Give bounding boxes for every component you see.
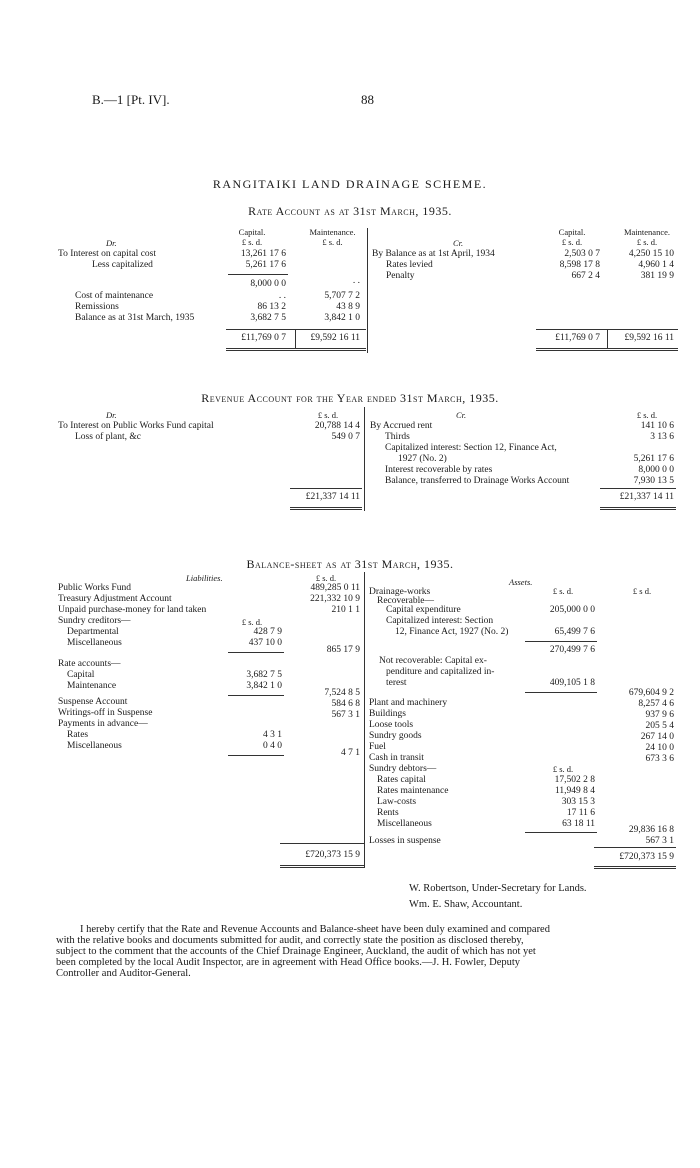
liability-sub-amount: 437 10 0 (248, 638, 282, 648)
rate-left-row-maint: 5,707 7 2 (324, 291, 360, 301)
liability-label: Miscellaneous (67, 638, 122, 648)
revenue-right-total-double-rule (600, 507, 676, 510)
liability-label: Treasury Adjustment Account (58, 594, 172, 604)
rate-right-total-capital: £11,769 0 7 (555, 333, 600, 343)
revenue-right-row-label: Interest recoverable by rates (385, 465, 493, 475)
rate-left-row-label: Remissions (75, 302, 119, 312)
certificate-line: I hereby certify that the Rate and Revenue Accounts and Balance-sheet have been duly examined and compared (80, 924, 550, 935)
rate-right-capital-header: Capital. (558, 227, 586, 237)
asset-label: Recoverable— (377, 596, 434, 606)
liabilities-label: Liabilities. (186, 573, 223, 583)
asset-label: terest (386, 678, 407, 688)
rate-right-total-double-rule (536, 348, 678, 351)
revenue-right-row-amount: 3 13 6 (650, 432, 674, 442)
liability-label: Maintenance (67, 681, 117, 691)
signature-accountant: Wm. E. Shaw, Accountant. (409, 899, 523, 910)
assets-total-double-rule (594, 866, 676, 869)
rate-right-row-capital: 8,598 17 8 (559, 260, 600, 270)
revenue-cr-label: Cr. (456, 410, 467, 420)
rate-right-col-divider (607, 330, 608, 348)
rate-left-row-capital: 13,261 17 6 (240, 249, 286, 259)
assets-total-rule (594, 847, 676, 848)
rate-left-capital-header: Capital. (238, 227, 266, 237)
liability-sub-rule (228, 695, 284, 696)
asset-label: Capital expenditure (386, 605, 461, 615)
liability-label: Rates (67, 730, 89, 740)
liabilities-total-rule (280, 843, 364, 844)
revenue-left-total-rule (290, 488, 362, 489)
liability-sub-amount: 4 3 1 (263, 730, 282, 740)
rate-right-maint-header: Maintenance. (623, 227, 671, 237)
rate-left-total-capital: £11,769 0 7 (241, 333, 286, 343)
liabilities-total: £720,373 15 9 (305, 850, 360, 860)
revenue-right-row-amount: 141 10 6 (640, 421, 674, 431)
revenue-right-row-amount: 7,930 13 5 (633, 476, 674, 486)
rate-left-maint-lsd: £ s. d. (322, 237, 343, 247)
asset-label: Loose tools (369, 720, 414, 730)
rate-right-row-label: Rates levied (386, 260, 433, 270)
asset-label: Sundry debtors— (369, 764, 437, 774)
liability-amount: 4 7 1 (341, 748, 360, 758)
rate-left-row-capital: 5,261 17 6 (245, 260, 286, 270)
rate-left-row-label: Less capitalized (92, 260, 153, 270)
liability-sub-amount: 3,842 1 0 (246, 681, 282, 691)
rate-right-row-capital: 667 2 4 (571, 271, 600, 281)
asset-amount: 29,836 16 8 (628, 825, 674, 835)
rate-left-row-label: Cost of maintenance (75, 291, 154, 301)
rate-left-subtotal-rule (228, 274, 288, 275)
assets-label: Assets. (509, 577, 533, 587)
asset-label: Buildings (369, 709, 406, 719)
page-reference: B.—1 [Pt. IV]. (92, 92, 170, 107)
revenue-right-row-label: By Accrued rent (370, 421, 433, 431)
liability-sub-lsd: £ s. d. (241, 617, 263, 627)
asset-amount: 8,257 4 6 (638, 699, 674, 709)
asset-amount: 267 14 0 (640, 732, 674, 742)
asset-label: Capitalized interest: Section (386, 616, 494, 626)
asset-label: 12, Finance Act, 1927 (No. 2) (395, 627, 509, 637)
liability-label: Suspense Account (58, 697, 128, 707)
rate-right-row-maint: 4,960 1 4 (638, 260, 674, 270)
liability-amount: 489,285 0 11 (310, 583, 360, 593)
liability-sub-amount: 428 7 9 (253, 627, 282, 637)
asset-sub-amount: 17 11 6 (566, 808, 595, 818)
revenue-right-row-label: Thirds (385, 432, 410, 442)
balance-sheet-heading: Balance-sheet as at 31st March, 1935. (246, 557, 454, 571)
revenue-right-row-amount: 5,261 17 6 (633, 454, 674, 464)
asset-label: Losses in suspense (369, 836, 441, 846)
rate-dr-label: Dr. (106, 238, 117, 248)
liability-amount: 584 6 8 (331, 699, 360, 709)
rate-right-total-maint: £9,592 16 11 (624, 333, 674, 343)
rate-left-capital-lsd: £ s. d. (241, 237, 263, 247)
liability-sub-rule (228, 755, 284, 756)
rate-left-row-capital: 3,682 7 5 (250, 313, 286, 323)
liability-label: Rate accounts— (58, 659, 121, 669)
asset-label: Cash in transit (369, 753, 424, 763)
revenue-left-total-double-rule (290, 507, 362, 510)
revenue-left-row-label: To Interest on Public Works Fund capital (58, 421, 214, 431)
asset-label: Sundry goods (369, 731, 422, 741)
revenue-right-total: £21,337 14 11 (619, 492, 674, 502)
liability-label: Miscellaneous (67, 741, 122, 751)
asset-sub-amount: 63 18 11 (562, 819, 595, 829)
revenue-left-row-amount: 20,788 14 4 (314, 421, 360, 431)
liabilities-total-double-rule (280, 865, 364, 868)
asset-sub-amount: 270,499 7 6 (549, 645, 595, 655)
certificate-line: Controller and Auditor-General. (56, 968, 191, 979)
assets-total: £720,373 15 9 (619, 852, 674, 862)
audit-certificate (56, 924, 676, 979)
rate-left-row-capital: 86 13 2 (257, 302, 286, 312)
revenue-left-row-amount: 549 0 7 (331, 432, 360, 442)
balance-center-divider (364, 572, 365, 868)
asset-amount: 567 3 1 (645, 836, 674, 846)
liability-amount: 865 17 9 (326, 645, 360, 655)
rate-left-row-label: Balance as at 31st March, 1935 (75, 313, 195, 323)
signature-under-secretary: W. Robertson, Under-Secretary for Lands. (409, 883, 587, 894)
certificate-line: with the relative books and documents submitted for audit, and correctly state the position as disclosed thereby, (56, 935, 524, 946)
asset-sub-rule (525, 641, 597, 642)
rate-cr-label: Cr. (453, 238, 464, 248)
asset-label: Plant and machinery (369, 698, 448, 708)
rate-right-row-maint: 4,250 15 10 (628, 249, 674, 259)
revenue-right-row-label: Capitalized interest: Section 12, Finance Act, (385, 443, 557, 453)
asset-label: penditure and capitalized in- (386, 667, 495, 677)
liability-amount: 567 3 1 (331, 710, 360, 720)
rate-right-row-maint: 381 19 9 (640, 271, 674, 281)
rate-right-row-label: By Balance as at 1st April, 1934 (372, 249, 495, 259)
asset-label: Not recoverable: Capital ex- (379, 656, 487, 666)
asset-label: Drainage-works (369, 587, 431, 597)
liability-sub-rule (228, 652, 284, 653)
rate-right-row-capital: 2,503 0 7 (564, 249, 600, 259)
rate-left-row-label: To Interest on capital cost (58, 249, 156, 259)
rate-right-maint-lsd: £ s. d. (636, 237, 658, 247)
rate-left-row-maint: 3,842 1 0 (324, 313, 360, 323)
revenue-account-heading: Revenue Account for the Year ended 31st March, 1935. (201, 391, 499, 405)
asset-amount: 679,604 9 2 (628, 688, 674, 698)
asset-sub-rule (525, 692, 597, 693)
asset-label: Rates maintenance (377, 786, 449, 796)
asset-label: Rates capital (377, 775, 426, 785)
rate-left-total-rule (226, 329, 366, 330)
liability-sub-amount: 3,682 7 5 (246, 670, 282, 680)
asset-sub-lsd: £ s. d. (552, 764, 574, 774)
rate-left-total-double-rule (226, 348, 366, 351)
asset-sub-amount: 205,000 0 0 (549, 605, 595, 615)
rate-right-row-label: Penalty (386, 271, 415, 281)
asset-sub-amount: 303 15 3 (561, 797, 595, 807)
asset-amount: 673 3 6 (645, 754, 674, 764)
revenue-center-divider (364, 407, 365, 511)
asset-label: Law-costs (377, 797, 417, 807)
revenue-left-row-label: Loss of plant, &c (75, 432, 141, 442)
liability-amount: 7,524 8 5 (324, 688, 360, 698)
rate-left-row-capital: 8,000 0 0 (250, 279, 286, 289)
asset-label: Miscellaneous (377, 819, 432, 829)
liability-label: Unpaid purchase-money for land taken (58, 605, 207, 615)
liability-label: Writings-off in Suspense (58, 708, 153, 718)
rate-left-maint-header: Maintenance. (309, 227, 356, 237)
rate-left-total-maint: £9,592 16 11 (310, 333, 360, 343)
asset-sub-amount: 11,949 8 4 (554, 786, 595, 796)
liability-label: Public Works Fund (58, 583, 131, 593)
asset-sub-rule (525, 832, 597, 833)
liability-amount: 221,332 10 9 (310, 594, 360, 604)
revenue-right-lsd: £ s. d. (636, 410, 658, 420)
asset-sub-amount: 65,499 7 6 (554, 627, 595, 637)
certificate-line: been completed by the local Audit Inspector, are in agreement with Head Office books.—J. H. Fowler, Deputy (56, 957, 521, 968)
rate-right-capital-lsd: £ s. d. (561, 237, 583, 247)
revenue-right-row-amount: 8,000 0 0 (638, 465, 674, 475)
asset-label: Rents (377, 808, 399, 818)
rate-left-row-capital: . . (278, 291, 286, 301)
rate-account-heading: Rate Account as at 31st March, 1935. (248, 204, 452, 218)
asset-sub-lsd: £ s. d. (552, 586, 574, 596)
asset-amount: 24 10 0 (645, 743, 674, 753)
certificate-line: subject to the comment that the accounts of the Chief Drainage Engineer, Auckland, the audit of which has not yet (56, 946, 536, 957)
asset-sub-amount: 17,502 2 8 (554, 775, 595, 785)
liabilities-main-lsd: £ s. d. (315, 573, 337, 583)
revenue-right-total-rule (600, 488, 676, 489)
revenue-right-row-label: Balance, transferred to Drainage Works Account (385, 476, 570, 486)
asset-main-lsd: £ s d. (632, 586, 652, 596)
asset-sub-amount: 409,105 1 8 (549, 678, 595, 688)
page-number: 88 (361, 92, 374, 107)
rate-left-row-maint: 43 8 9 (336, 302, 360, 312)
rate-left-col-divider (295, 330, 296, 348)
asset-amount: 205 5 4 (645, 721, 674, 731)
rate-left-row-maint: . . (352, 276, 360, 286)
rate-center-divider (367, 228, 368, 353)
liability-label: Sundry creditors— (58, 616, 131, 626)
liability-sub-amount: 0 4 0 (263, 741, 282, 751)
asset-label: Fuel (369, 742, 386, 752)
revenue-right-row-label: 1927 (No. 2) (398, 454, 447, 464)
liability-label: Payments in advance— (58, 719, 148, 729)
revenue-dr-label: Dr. (106, 410, 117, 420)
liability-label: Departmental (67, 627, 119, 637)
revenue-left-total: £21,337 14 11 (305, 492, 360, 502)
revenue-left-lsd: £ s. d. (317, 410, 339, 420)
liability-amount: 210 1 1 (331, 605, 360, 615)
liability-label: Capital (67, 670, 95, 680)
asset-amount: 937 9 6 (645, 710, 674, 720)
document-title: RANGITAIKI LAND DRAINAGE SCHEME. (212, 177, 488, 191)
